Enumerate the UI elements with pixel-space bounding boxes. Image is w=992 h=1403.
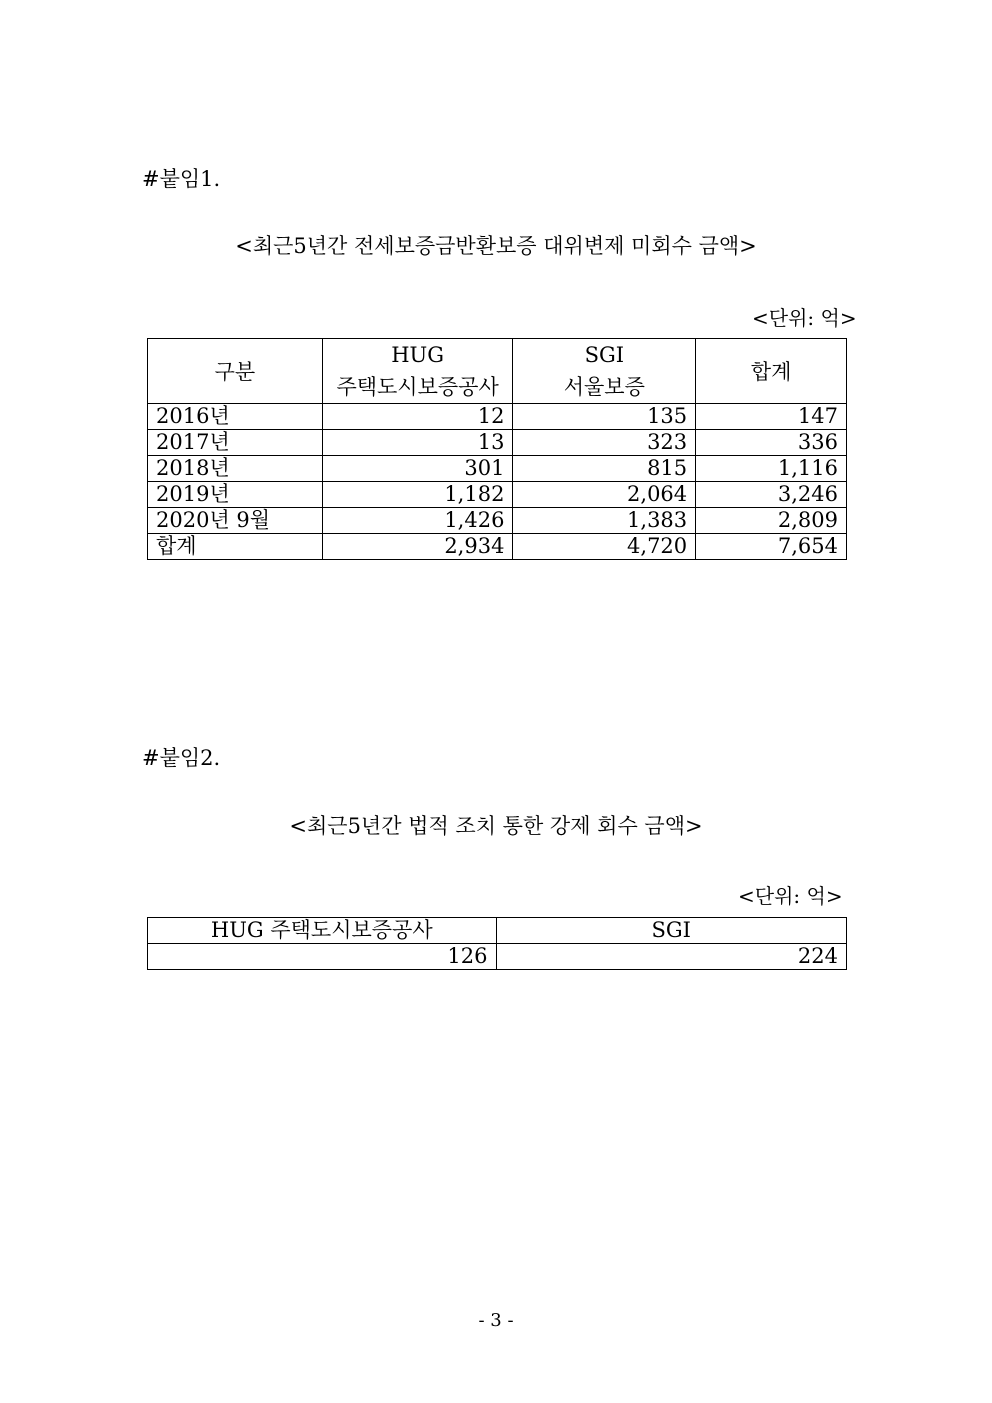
attachment2-caption: <최근5년간 법적 조치 통한 강제 회수 금액> bbox=[289, 814, 703, 838]
row-sgi: 815 bbox=[513, 456, 696, 482]
value-hug: 126 bbox=[148, 944, 497, 970]
header-hug-top: HUG bbox=[391, 343, 444, 367]
row-total: 2,809 bbox=[696, 508, 847, 534]
header-sgi: SGI bbox=[496, 918, 847, 944]
table-header-row bbox=[148, 339, 847, 404]
table-row bbox=[148, 482, 847, 508]
row-hug: 2,934 bbox=[322, 534, 513, 560]
attachment2-label: #붙임2. bbox=[142, 746, 221, 770]
page-number: - 3 - bbox=[478, 1310, 514, 1331]
row-total: 1,116 bbox=[696, 456, 847, 482]
header-total: 합계 bbox=[696, 339, 847, 404]
header-sgi bbox=[513, 339, 696, 404]
table-row bbox=[148, 404, 847, 430]
row-year: 2016년 bbox=[148, 404, 323, 430]
attachment1-label: #붙임1. bbox=[142, 167, 221, 191]
row-year: 2020년 9월 bbox=[148, 508, 323, 534]
row-year: 2019년 bbox=[148, 482, 323, 508]
row-hug: 301 bbox=[322, 456, 513, 482]
unrecovered-amount-table bbox=[147, 338, 847, 560]
row-total: 336 bbox=[696, 430, 847, 456]
attachment2-unit: <단위: 억> bbox=[738, 884, 843, 908]
row-sgi: 4,720 bbox=[513, 534, 696, 560]
row-sgi: 135 bbox=[513, 404, 696, 430]
table-header-row bbox=[148, 918, 847, 944]
row-year: 2018년 bbox=[148, 456, 323, 482]
row-sgi: 323 bbox=[513, 430, 696, 456]
row-sgi: 1,383 bbox=[513, 508, 696, 534]
row-hug: 1,426 bbox=[322, 508, 513, 534]
header-category: 구분 bbox=[148, 339, 323, 404]
header-hug-bottom: 주택도시보증공사 bbox=[336, 375, 499, 399]
header-hug: HUG 주택도시보증공사 bbox=[148, 918, 497, 944]
row-hug: 12 bbox=[322, 404, 513, 430]
header-sgi-top: SGI bbox=[584, 343, 625, 367]
table-row bbox=[148, 456, 847, 482]
row-total: 7,654 bbox=[696, 534, 847, 560]
forced-recovery-table bbox=[147, 917, 847, 970]
row-year: 2017년 bbox=[148, 430, 323, 456]
row-year: 합계 bbox=[148, 534, 323, 560]
header-hug bbox=[322, 339, 513, 404]
attachment1-caption: <최근5년간 전세보증금반환보증 대위변제 미회수 금액> bbox=[235, 234, 757, 258]
row-total: 3,246 bbox=[696, 482, 847, 508]
header-sgi-bottom: 서울보증 bbox=[563, 375, 645, 399]
attachment1-unit: <단위: 억> bbox=[752, 306, 857, 330]
row-hug: 13 bbox=[322, 430, 513, 456]
row-total: 147 bbox=[696, 404, 847, 430]
value-sgi: 224 bbox=[496, 944, 847, 970]
table-row bbox=[148, 508, 847, 534]
row-sgi: 2,064 bbox=[513, 482, 696, 508]
row-hug: 1,182 bbox=[322, 482, 513, 508]
table-row bbox=[148, 944, 847, 970]
table-row bbox=[148, 430, 847, 456]
table-total-row bbox=[148, 534, 847, 560]
